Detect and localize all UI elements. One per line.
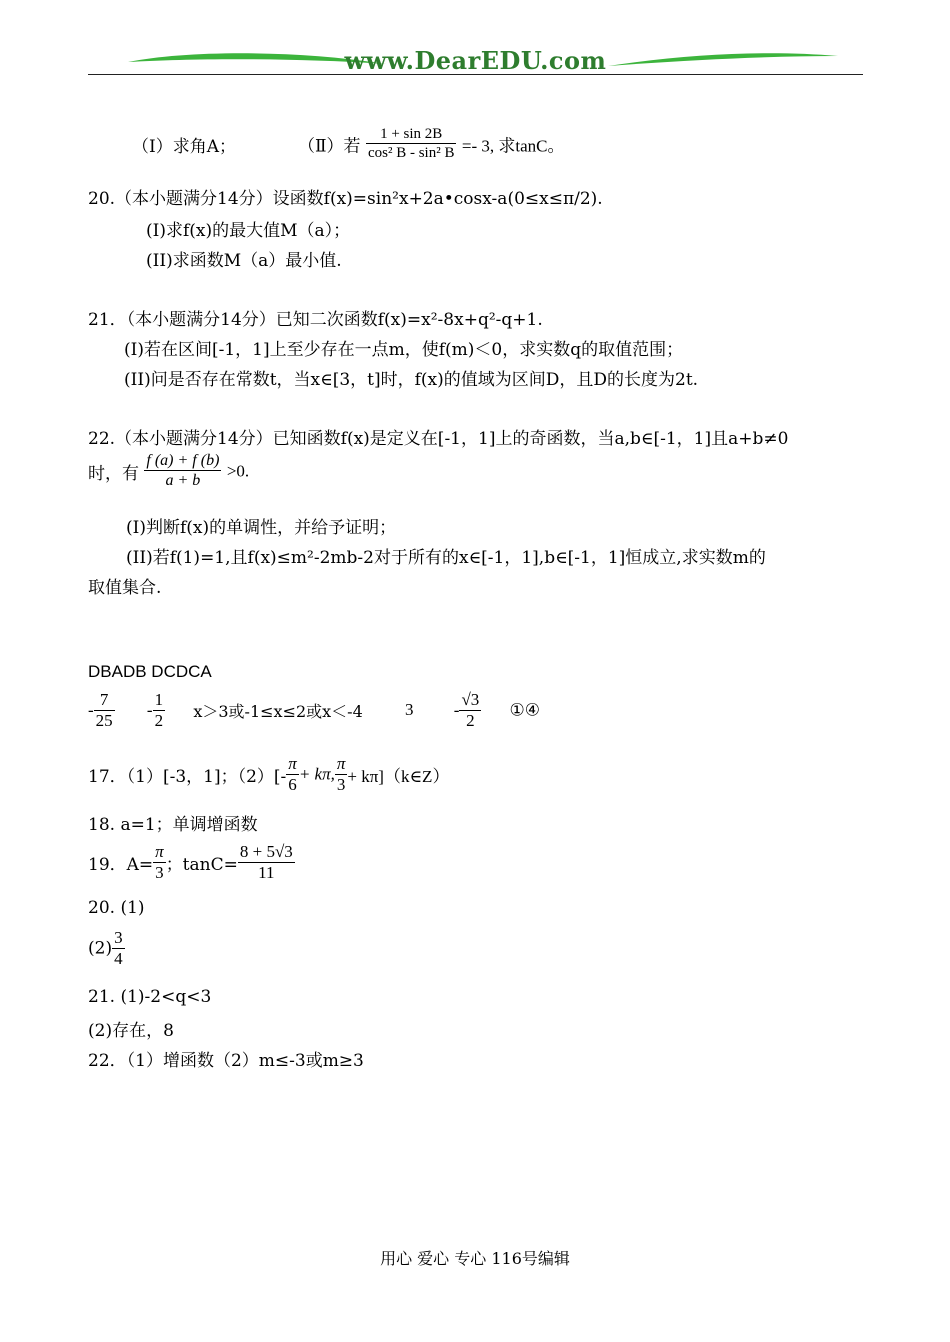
a19-frac2	[238, 842, 295, 883]
a19-p1: 19．A=	[88, 854, 154, 875]
fill-a6: ①④	[509, 700, 541, 721]
q20-part-ii: (II)求函数M（a）最小值.	[146, 251, 342, 271]
a17-frac2	[335, 754, 348, 795]
fill-a1-num: 7	[99, 690, 109, 709]
a20-2-den: 4	[114, 948, 123, 968]
a20-2-num: 3	[114, 928, 123, 947]
answer-19	[88, 842, 295, 883]
q22-frac-den: a + b	[144, 470, 221, 490]
answer-21-2: (2)存在，8	[88, 1021, 174, 1041]
q19-fraction	[366, 126, 457, 162]
fill-a5-fraction	[459, 690, 481, 731]
q22-stem: 22.（本小题满分14分）已知函数f(x)是定义在[-1，1]上的奇函数，当a,b∈[-1，1]且a+b≠0	[88, 429, 789, 449]
answer-20-1: 20. (1)	[88, 898, 145, 918]
a17-frac1	[286, 754, 299, 795]
q22-fraction	[144, 452, 221, 491]
answer-fill-blanks	[88, 690, 540, 731]
q21-stem: 21．（本小题满分14分）已知二次函数f(x)=x²-8x+q²-q+1.	[88, 310, 543, 330]
a17-tail: + kπ]（k∈Z）	[347, 766, 450, 786]
a17-frac1-num: π	[288, 754, 297, 773]
answer-choices: DBADB DCDCA	[88, 662, 212, 681]
fill-a1-den: 25	[95, 710, 113, 730]
q22-part-ii-cont: 取值集合.	[88, 578, 162, 598]
fill-a2-den: 2	[154, 710, 164, 730]
a17-p1: 17．（1）[-3，1]；（2）[-	[88, 766, 287, 787]
q20-part-i: (I)求f(x)的最大值M（a）；	[146, 221, 351, 241]
q20-stem: 20.（本小题满分14分）设函数f(x)=sin²x+2a•cosx-a(0≤x≤π/2).	[88, 189, 603, 209]
q22-cond-suffix: >0.	[226, 461, 250, 481]
header-rule	[88, 74, 863, 75]
fill-a2-num: 1	[154, 690, 164, 709]
q22-condition	[88, 452, 249, 491]
a19-p2: ；tanC=	[165, 854, 238, 875]
q19-part2-suffix: =- 3, 求tanC。	[461, 136, 565, 156]
a20-2-prefix: (2)	[88, 938, 113, 959]
a17-frac2-num: π	[336, 754, 346, 773]
page-header	[88, 42, 863, 78]
answer-22: 22．（1）增函数（2）m≤-3或m≥3	[88, 1051, 364, 1071]
q19-frac-den: cos² B - sin² B	[367, 145, 455, 162]
q21-part-i: (I)若在区间[-1，1]上至少存在一点m，使f(m)＜0，求实数q的取值范围；	[124, 340, 684, 360]
fill-a5-num: √3	[461, 690, 480, 709]
q22-part-i: (I)判断f(x)的单调性，并给予证明；	[126, 518, 397, 538]
q19-part1: （Ⅰ）求角A；	[132, 137, 236, 157]
a20-2-fraction	[112, 928, 125, 969]
page-footer: 用心 爱心 专心 116号编辑	[380, 1249, 570, 1268]
q19-part2	[298, 126, 564, 162]
fill-a1-fraction	[94, 690, 115, 731]
fill-a5-sign: -	[453, 700, 460, 720]
answer-17	[88, 754, 449, 795]
a19-frac1	[153, 842, 166, 883]
fill-a5-den: 2	[459, 710, 481, 731]
fill-a1-sign: -	[88, 700, 94, 720]
q22-cond-prefix: 时，有	[88, 463, 139, 484]
q21-part-ii: (II)问是否存在常数t，当x∈[3，t]时，f(x)的值域为区间D，且D的长度为2t.	[124, 370, 699, 390]
site-title: www.DearEDU.com	[344, 46, 607, 75]
answer-18: 18. a=1；单调增函数	[88, 815, 258, 835]
q19-part2-prefix: （Ⅱ）若	[298, 136, 361, 157]
a17-frac2-den: 3	[335, 774, 348, 795]
q19-frac-num: 1 + sin 2B	[380, 126, 443, 142]
a17-mid: + kπ,	[298, 764, 335, 784]
fill-a4: 3	[405, 700, 414, 720]
a19-frac1-den: 3	[153, 862, 166, 883]
a19-frac2-num: 8 + 5√3	[239, 842, 293, 861]
fill-a2-sign: -	[146, 700, 153, 720]
answer-21-1: 21. (1)-2<q<3	[88, 987, 212, 1007]
q22-part-ii: (II)若f(1)=1,且f(x)≤m²-2mb-2对于所有的x∈[-1，1],b∈[-1，1]恒成立,求实数m的	[126, 548, 766, 568]
a17-frac1-den: 6	[286, 774, 299, 795]
a19-frac2-den: 11	[238, 862, 295, 883]
a19-frac1-num: π	[155, 842, 164, 861]
q22-frac-num: f (a) + f (b)	[146, 452, 220, 469]
answer-20-2	[88, 928, 125, 969]
fill-a2-fraction	[153, 690, 166, 731]
fill-a3: x＞3或-1≤x≤2或x＜-4	[193, 701, 363, 721]
